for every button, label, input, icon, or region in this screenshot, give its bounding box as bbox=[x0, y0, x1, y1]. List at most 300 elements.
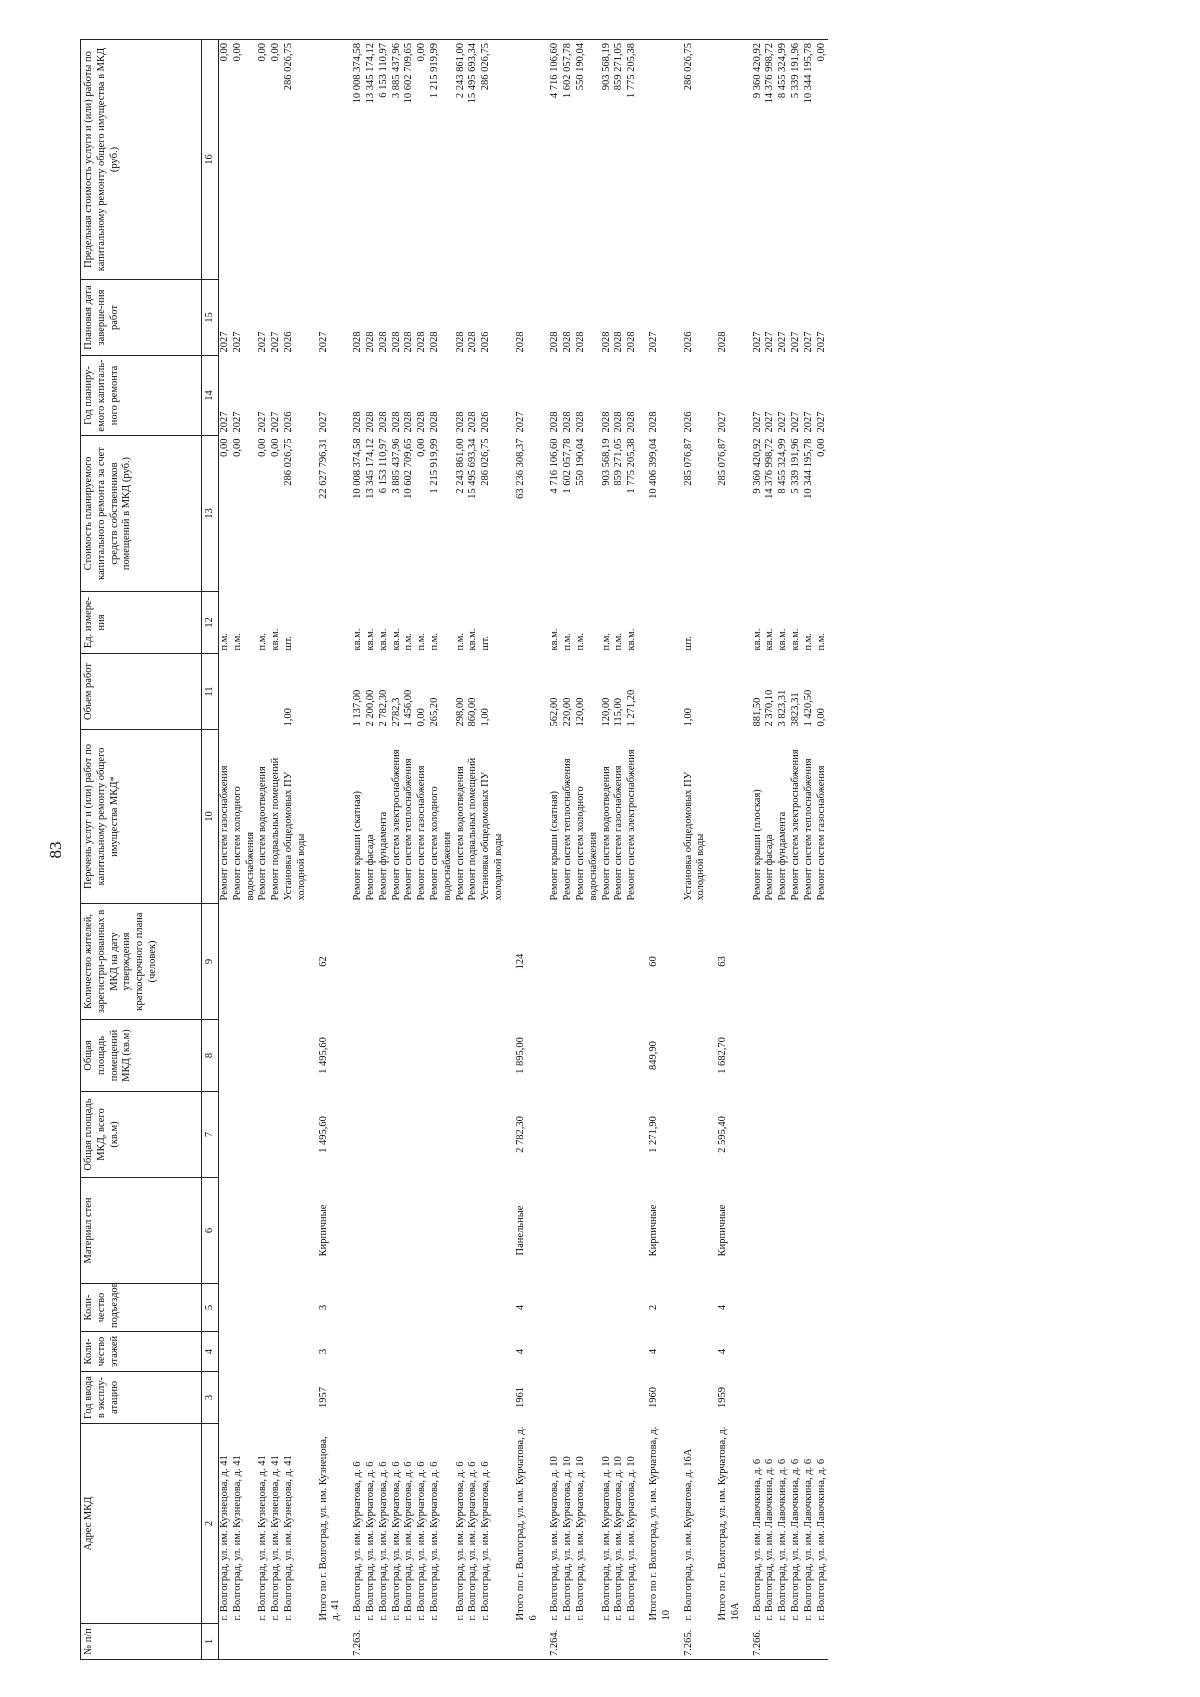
table-cell: 2028 bbox=[352, 411, 364, 433]
table-row bbox=[391, 40, 404, 1660]
table-cell: 3 885 437,96 bbox=[390, 438, 402, 494]
table-cell: г. Волгоград, ул. им. Курчатова, д. 6 bbox=[428, 1461, 440, 1621]
table-cell: г. Волгоград, ул. им. Лавочкина, д. 6 bbox=[815, 1458, 827, 1621]
table-cell: 62 bbox=[317, 956, 329, 967]
column-number: 8 bbox=[202, 1020, 219, 1092]
table-cell: 2026 bbox=[682, 411, 694, 433]
table-cell: кв.м. bbox=[790, 628, 802, 651]
page-number: 83 bbox=[46, 841, 65, 859]
table-cell: Ремонт систем водоотведения bbox=[454, 766, 466, 901]
table-cell: 0,00 bbox=[416, 708, 428, 727]
table-cell: п.м. bbox=[574, 632, 586, 651]
table-cell bbox=[549, 904, 562, 1020]
table-cell bbox=[378, 904, 391, 1020]
table-cell: 1 271,90 bbox=[647, 1116, 659, 1153]
table-cell bbox=[365, 1284, 378, 1332]
table-cell bbox=[764, 1178, 777, 1284]
table-cell bbox=[403, 1020, 416, 1092]
table-cell bbox=[790, 1284, 803, 1332]
table-cell bbox=[416, 904, 429, 1020]
table-cell: 0,00 bbox=[257, 40, 270, 280]
table-cell: п.м. bbox=[219, 632, 230, 651]
table-cell: 859 271,05 bbox=[613, 40, 626, 280]
spacer-row bbox=[674, 40, 683, 1660]
table-cell: 0,00 bbox=[219, 438, 230, 457]
table-cell: Ремонт крыши (плоская) bbox=[751, 789, 763, 901]
table-cell bbox=[515, 654, 541, 730]
table-cell: Ремонт крыши (скатная) bbox=[549, 790, 561, 901]
column-number: 4 bbox=[202, 1332, 219, 1372]
spacer-row bbox=[708, 40, 717, 1660]
table-cell: 2 370,10 bbox=[764, 689, 776, 727]
table-cell bbox=[562, 904, 575, 1020]
table-cell: кв.м. bbox=[626, 628, 638, 651]
table-cell: 2028 bbox=[600, 411, 612, 433]
table-cell bbox=[403, 1178, 416, 1284]
table-cell bbox=[467, 1178, 480, 1284]
table-row bbox=[777, 40, 790, 1660]
table-cell bbox=[752, 1284, 765, 1332]
table-cell bbox=[365, 904, 378, 1020]
table-cell bbox=[575, 1332, 601, 1372]
table-cell: 4 bbox=[514, 1348, 526, 1355]
table-cell bbox=[416, 1624, 429, 1660]
table-cell bbox=[480, 1092, 506, 1178]
table-cell bbox=[777, 1372, 790, 1424]
table-cell bbox=[352, 1284, 365, 1332]
table-cell bbox=[626, 1178, 639, 1284]
table-cell bbox=[416, 1020, 429, 1092]
table-cell: 2027 bbox=[815, 411, 827, 433]
table-cell: кв.м. bbox=[764, 628, 776, 651]
table-cell bbox=[403, 904, 416, 1020]
table-cell: п.м. bbox=[257, 632, 269, 651]
table-cell bbox=[777, 1624, 790, 1660]
table-cell bbox=[515, 592, 541, 654]
table-cell: 2 782,30 bbox=[514, 1116, 526, 1153]
table-cell: 2028 bbox=[514, 331, 526, 353]
column-number: 11 bbox=[202, 654, 219, 730]
table-cell: шт. bbox=[682, 635, 694, 651]
table-row bbox=[549, 40, 562, 1660]
table-cell: 3 823,31 bbox=[777, 689, 789, 727]
table-cell: Ремонт систем электроснабжения bbox=[790, 749, 802, 901]
table-cell: п.м. bbox=[231, 632, 243, 651]
table-cell bbox=[232, 1624, 258, 1660]
table-cell: 2028 bbox=[403, 411, 415, 433]
table-cell: кв.м. bbox=[377, 628, 389, 651]
table-cell: 2027 bbox=[257, 411, 269, 433]
table-cell: 298,00 bbox=[454, 697, 466, 727]
table-cell: 859 271,05 bbox=[613, 438, 625, 486]
table-cell: 6 153 110,97 bbox=[377, 438, 389, 494]
table-cell: г. Волгоград, ул. им. Курчатова, д. 6 bbox=[377, 1461, 389, 1621]
table-cell: Ремонт систем водоотведения bbox=[257, 766, 269, 901]
table-cell bbox=[232, 1020, 258, 1092]
table-cell: 2028 bbox=[416, 331, 428, 353]
column-number: 13 bbox=[202, 436, 219, 592]
table-cell: 0,00 bbox=[815, 708, 827, 727]
table-cell bbox=[257, 1020, 270, 1092]
table-cell bbox=[601, 1284, 614, 1332]
table-cell bbox=[416, 1284, 429, 1332]
table-cell: 1957 bbox=[317, 1387, 329, 1408]
table-cell: г. Волгоград, ул. им. Кузнецова, д. 41 bbox=[282, 1455, 294, 1621]
column-header: Общая площадь помещений МКД (кв.м) bbox=[81, 1020, 202, 1092]
table-cell bbox=[318, 1624, 344, 1660]
table-cell: п.м. bbox=[454, 632, 466, 651]
table-cell: Установка общедомовых ПУ холодной воды bbox=[682, 771, 707, 901]
table-cell: 2028 bbox=[647, 411, 659, 433]
table-cell bbox=[429, 1624, 455, 1660]
table-cell bbox=[352, 1178, 365, 1284]
table-cell bbox=[613, 1372, 626, 1424]
table-cell: Итого по г. Волгоград, ул. им. Курчатова, д. 6 bbox=[514, 1426, 539, 1621]
table-cell bbox=[777, 1020, 790, 1092]
table-row bbox=[467, 40, 480, 1660]
table-cell: 7.265. bbox=[683, 1624, 709, 1660]
column-header: Предельная стоимость услуги и (или) работы по капитальному ремонту общего имущества в МКД (руб.) bbox=[81, 40, 202, 280]
table-cell: 1,00 bbox=[480, 708, 492, 727]
table-cell: кв.м. bbox=[751, 628, 763, 651]
table-cell: 60 bbox=[647, 956, 659, 967]
table-cell bbox=[480, 1284, 506, 1332]
column-number: 9 bbox=[202, 904, 219, 1020]
table-cell: 1 895,00 bbox=[514, 1037, 526, 1074]
table-cell: Ремонт систем газоснабжения bbox=[416, 765, 428, 901]
table-cell: Кирпичные bbox=[317, 1204, 329, 1257]
table-cell bbox=[777, 904, 790, 1020]
table-cell bbox=[683, 1178, 709, 1284]
table-cell bbox=[816, 1092, 829, 1178]
table-cell bbox=[378, 1372, 391, 1424]
table-row bbox=[803, 40, 816, 1660]
table-cell: 0,00 bbox=[219, 40, 232, 280]
table-cell bbox=[549, 1092, 562, 1178]
column-header: Количество жителей, зарегистри-рованных в МКД на дату утверждения краткосрочного плана (человек) bbox=[81, 904, 202, 1020]
table-cell bbox=[219, 1092, 232, 1178]
table-cell: 2028 bbox=[613, 411, 625, 433]
table-cell: 903 568,19 bbox=[601, 40, 614, 280]
table-row bbox=[416, 40, 429, 1660]
table-cell: 2027 bbox=[514, 411, 526, 433]
table-cell: Ремонт фундамента bbox=[377, 811, 389, 901]
table-cell: 2 782,30 bbox=[377, 689, 389, 727]
table-cell: 2028 bbox=[467, 411, 479, 433]
table-cell: кв.м. bbox=[390, 628, 402, 651]
table-cell bbox=[365, 1332, 378, 1372]
table-cell: 3 885 437,96 bbox=[391, 40, 404, 280]
table-cell: Кирпичные bbox=[647, 1204, 659, 1257]
table-cell: г. Волгоград, ул. им. Лавочкина, д. 6 bbox=[790, 1458, 802, 1621]
table-cell: г. Волгоград, ул. им. Лавочкина, д. 6 bbox=[751, 1458, 763, 1621]
table-cell bbox=[683, 1092, 709, 1178]
table-cell: 1 682,70 bbox=[717, 1037, 729, 1074]
table-cell: 2027 bbox=[231, 411, 243, 433]
table-cell: г. Волгоград, ул. им. Курчатова, д. 6 bbox=[467, 1461, 479, 1621]
table-cell bbox=[257, 1092, 270, 1178]
table-cell: 15 495 693,34 bbox=[467, 40, 480, 280]
table-cell bbox=[790, 1020, 803, 1092]
table-cell bbox=[270, 1372, 283, 1424]
table-cell: 2026 bbox=[282, 331, 294, 353]
repair-plan-table bbox=[80, 39, 828, 1660]
table-cell bbox=[318, 592, 344, 654]
table-cell: 4 bbox=[717, 1348, 729, 1355]
column-number: 14 bbox=[202, 356, 219, 436]
table-cell: Итого по г. Волгоград, ул. им. Курчатова, д. 10 bbox=[647, 1426, 672, 1621]
table-cell: 22 627 796,31 bbox=[317, 438, 329, 499]
table-cell: 2028 bbox=[549, 411, 561, 433]
table-cell: г. Волгоград, ул. им. Курчатова, д. 10 bbox=[600, 1456, 612, 1621]
table-cell bbox=[764, 904, 777, 1020]
table-cell bbox=[803, 1332, 816, 1372]
table-cell bbox=[562, 1624, 575, 1660]
table-cell: 3 bbox=[317, 1304, 329, 1311]
table-cell bbox=[515, 1624, 541, 1660]
table-row bbox=[352, 40, 365, 1660]
table-cell bbox=[467, 1092, 480, 1178]
table-cell bbox=[626, 904, 639, 1020]
table-cell: 2028 bbox=[562, 331, 574, 353]
table-cell: 1 495,60 bbox=[317, 1116, 329, 1153]
table-row bbox=[816, 40, 829, 1660]
table-cell: 860,00 bbox=[467, 697, 479, 727]
table-cell bbox=[613, 1178, 626, 1284]
table-cell: 2027 bbox=[777, 331, 789, 353]
table-cell: 2027 bbox=[270, 411, 282, 433]
table-cell bbox=[816, 1020, 829, 1092]
table-cell bbox=[764, 1092, 777, 1178]
table-cell bbox=[790, 1332, 803, 1372]
table-cell: п.м. bbox=[600, 632, 612, 651]
column-header: Плановая дата заверше-ния работ bbox=[81, 280, 202, 356]
table-body bbox=[219, 40, 829, 1660]
table-cell bbox=[391, 1624, 404, 1660]
table-cell bbox=[455, 1092, 468, 1178]
table-cell: 1 775 205,38 bbox=[626, 438, 638, 494]
table-row bbox=[764, 40, 777, 1660]
table-cell: 2028 bbox=[467, 331, 479, 353]
table-cell: 2027 bbox=[647, 331, 659, 353]
table-cell: п.м. bbox=[416, 632, 428, 651]
table-row bbox=[601, 40, 614, 1660]
table-cell bbox=[790, 1092, 803, 1178]
table-cell: 10 602 709,65 bbox=[403, 40, 416, 280]
table-cell: 285 076,87 bbox=[717, 438, 729, 486]
table-cell bbox=[816, 1372, 829, 1424]
table-cell bbox=[752, 1332, 765, 1372]
table-cell: 286 026,75 bbox=[480, 40, 506, 280]
table-cell bbox=[378, 1624, 391, 1660]
table-cell: 1 495,60 bbox=[317, 1037, 329, 1074]
table-cell bbox=[232, 1178, 258, 1284]
table-cell bbox=[803, 1092, 816, 1178]
table-cell bbox=[480, 1372, 506, 1424]
table-cell bbox=[257, 1178, 270, 1284]
table-cell bbox=[752, 1092, 765, 1178]
table-cell: 2 595,40 bbox=[717, 1116, 729, 1153]
table-cell bbox=[378, 1092, 391, 1178]
table-cell: г. Волгоград, ул. им. Курчатова, д. 10 bbox=[574, 1456, 586, 1621]
table-cell: 1,00 bbox=[282, 708, 294, 727]
table-cell bbox=[365, 1372, 378, 1424]
table-cell: 14 376 998,72 bbox=[764, 40, 777, 280]
table-cell: 286 026,75 bbox=[282, 438, 294, 486]
table-cell bbox=[257, 1332, 270, 1372]
table-cell: 2027 bbox=[219, 411, 230, 433]
table-cell: 7.266. bbox=[752, 1624, 765, 1660]
table-cell: 286 026,75 bbox=[683, 40, 709, 280]
table-cell: Ремонт систем теплоснабжения bbox=[562, 758, 574, 901]
table-cell bbox=[283, 1092, 309, 1178]
table-row bbox=[575, 40, 601, 1660]
table-cell: 550 190,04 bbox=[575, 40, 601, 280]
table-cell bbox=[270, 1284, 283, 1332]
table-cell: кв.м. bbox=[270, 628, 282, 651]
table-cell bbox=[803, 904, 816, 1020]
table-cell bbox=[219, 904, 232, 1020]
table-cell: 1 271,20 bbox=[626, 689, 638, 727]
table-cell bbox=[283, 1332, 309, 1372]
table-cell bbox=[429, 1178, 455, 1284]
table-cell: 2028 bbox=[454, 331, 466, 353]
table-cell: г. Волгоград, ул. им. Кузнецова, д. 41 bbox=[257, 1455, 269, 1621]
table-cell: г. Волгоград, ул. им. Курчатова, д. 6 bbox=[480, 1461, 492, 1621]
table-cell: п.м. bbox=[613, 632, 625, 651]
table-cell: 1961 bbox=[514, 1387, 526, 1408]
table-cell: 2027 bbox=[802, 331, 814, 353]
column-header: Общая площадь МКД, всего (кв.м) bbox=[81, 1092, 202, 1178]
table-cell: 2028 bbox=[717, 331, 729, 353]
column-number: 3 bbox=[202, 1372, 219, 1424]
table-cell: 1 456,00 bbox=[403, 689, 415, 727]
table-cell bbox=[416, 1332, 429, 1372]
total-row bbox=[515, 40, 541, 1660]
table-cell: 1 215 919,99 bbox=[428, 438, 440, 494]
table-cell bbox=[232, 654, 258, 730]
table-cell: 0,00 bbox=[416, 438, 428, 457]
table-cell: кв.м. bbox=[364, 628, 376, 651]
table-cell bbox=[467, 1624, 480, 1660]
table-cell: 10 344 195,78 bbox=[803, 40, 816, 280]
total-row bbox=[717, 40, 743, 1660]
table-cell bbox=[648, 40, 674, 280]
table-cell bbox=[626, 1372, 639, 1424]
table-cell bbox=[232, 1332, 258, 1372]
table-cell bbox=[455, 1624, 468, 1660]
table-cell bbox=[365, 1020, 378, 1092]
table-cell bbox=[270, 1092, 283, 1178]
table-cell: 4 bbox=[717, 1304, 729, 1311]
table-cell: кв.м. bbox=[352, 628, 364, 651]
spacer-row bbox=[309, 40, 318, 1660]
table-cell bbox=[562, 1284, 575, 1332]
table-cell: 0,00 bbox=[232, 40, 258, 280]
table-cell: 2028 bbox=[549, 331, 561, 353]
table-row bbox=[219, 40, 232, 1660]
table-cell bbox=[752, 904, 765, 1020]
table-cell: 2027 bbox=[751, 411, 763, 433]
table-cell: 0,00 bbox=[416, 40, 429, 280]
table-cell bbox=[257, 904, 270, 1020]
table-cell bbox=[455, 1332, 468, 1372]
table-cell: Ремонт систем электроснабжения bbox=[390, 749, 402, 901]
table-cell: 2028 bbox=[454, 411, 466, 433]
table-cell: 2026 bbox=[480, 411, 492, 433]
table-cell bbox=[391, 1020, 404, 1092]
table-cell: Ремонт систем электроснабжения bbox=[626, 749, 638, 901]
table-cell bbox=[352, 1020, 365, 1092]
table-row bbox=[365, 40, 378, 1660]
table-cell bbox=[562, 1332, 575, 1372]
column-number: 7 bbox=[202, 1092, 219, 1178]
table-cell: 2026 bbox=[282, 411, 294, 433]
table-cell: 7.263. bbox=[352, 1624, 365, 1660]
column-number: 5 bbox=[202, 1284, 219, 1332]
table-cell bbox=[777, 1092, 790, 1178]
column-number: 2 bbox=[202, 1424, 219, 1624]
table-cell bbox=[403, 1624, 416, 1660]
table-cell bbox=[429, 1372, 455, 1424]
table-cell: 5 339 191,96 bbox=[790, 40, 803, 280]
table-cell: Ремонт систем газоснабжения bbox=[815, 765, 827, 901]
table-cell: 2028 bbox=[613, 331, 625, 353]
table-cell: 0,00 bbox=[270, 40, 283, 280]
column-header: Коли-чество подъездов bbox=[81, 1284, 202, 1332]
table-cell bbox=[257, 1284, 270, 1332]
table-cell: г. Волгоград, ул. им. Лавочкина, д. 6 bbox=[802, 1458, 814, 1621]
table-cell: г. Волгоград, ул. им. Курчатова, д. 16А bbox=[682, 1448, 694, 1621]
table-cell: 1 602 057,78 bbox=[562, 40, 575, 280]
column-header: Коли-чество этажей bbox=[81, 1332, 202, 1372]
table-cell bbox=[601, 1624, 614, 1660]
table-cell bbox=[270, 654, 283, 730]
table-cell bbox=[816, 1284, 829, 1332]
table-cell bbox=[764, 1332, 777, 1372]
table-cell bbox=[219, 1020, 232, 1092]
table-cell: Установка общедомовых ПУ холодной воды bbox=[480, 771, 504, 901]
table-cell bbox=[626, 1284, 639, 1332]
table-cell bbox=[429, 1284, 455, 1332]
table-cell bbox=[467, 1020, 480, 1092]
table-cell: 2028 bbox=[626, 331, 638, 353]
table-cell: 1 137,00 bbox=[352, 689, 364, 727]
table-cell bbox=[626, 1020, 639, 1092]
table-cell: Итого по г. Волгоград, ул. им. Кузнецова, д. 41 bbox=[317, 1436, 342, 1621]
table-cell: г. Волгоград, ул. им. Кузнецова, д. 41 bbox=[219, 1455, 230, 1621]
table-cell bbox=[403, 1092, 416, 1178]
table-cell bbox=[365, 1178, 378, 1284]
table-cell: 4 716 106,60 bbox=[549, 438, 561, 494]
table-cell bbox=[391, 1372, 404, 1424]
table-cell bbox=[515, 730, 541, 904]
table-cell bbox=[455, 904, 468, 1020]
table-cell: 2026 bbox=[480, 331, 492, 353]
table-cell bbox=[257, 654, 270, 730]
table-cell: 2028 bbox=[626, 411, 638, 433]
table-cell bbox=[352, 1372, 365, 1424]
table-cell: кв.м. bbox=[777, 628, 789, 651]
table-row bbox=[270, 40, 283, 1660]
column-header: Адрес МКД bbox=[81, 1424, 202, 1624]
table-cell bbox=[764, 1284, 777, 1332]
table-cell: 2028 bbox=[390, 411, 402, 433]
table-cell: Ремонт систем водоотведения bbox=[600, 766, 612, 901]
table-cell bbox=[790, 1624, 803, 1660]
table-cell bbox=[683, 1332, 709, 1372]
table-cell: шт. bbox=[282, 635, 294, 651]
